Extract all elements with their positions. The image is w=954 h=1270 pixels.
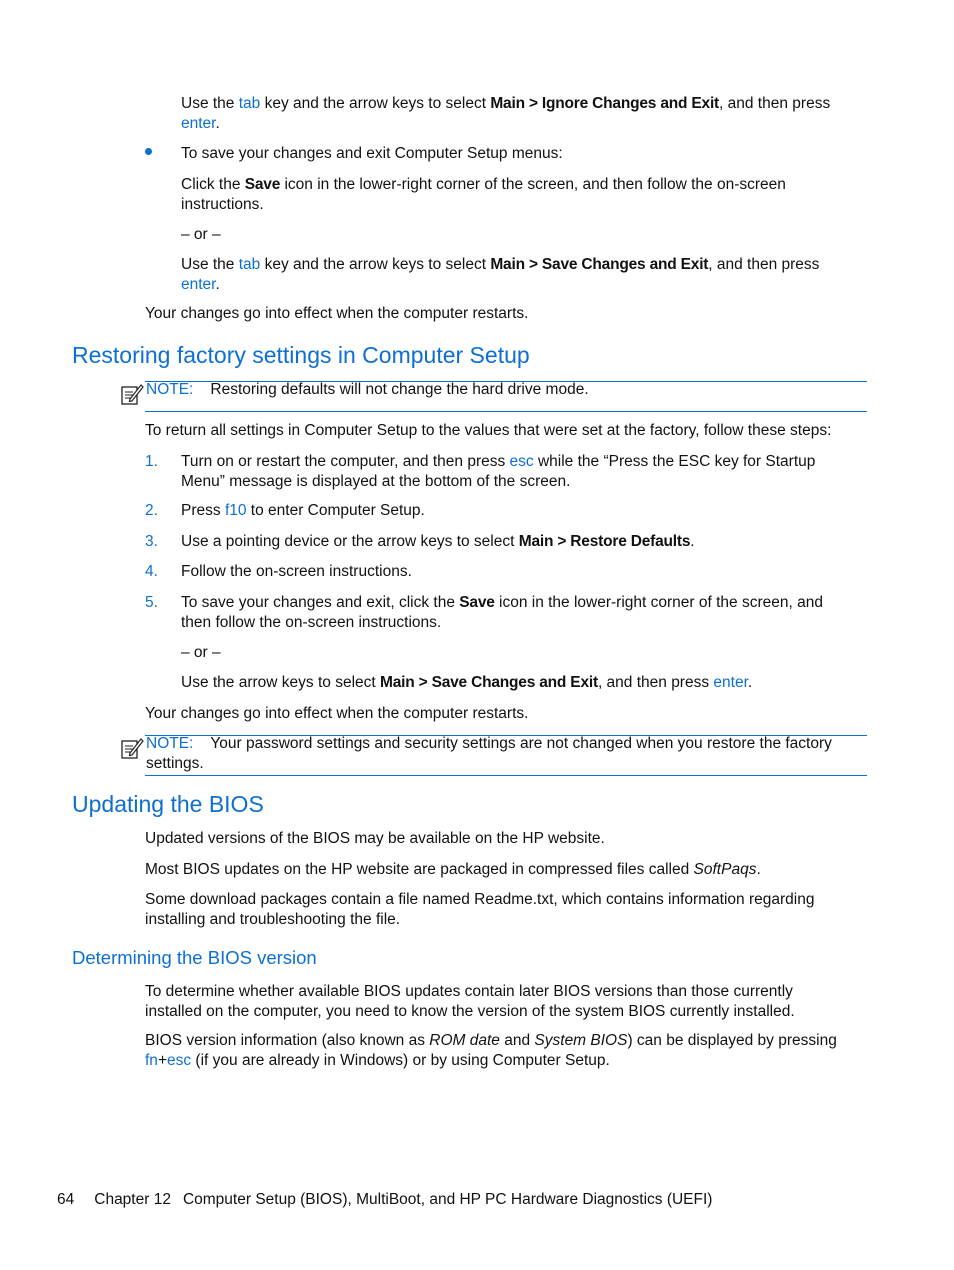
step-5-alternative: Use the arrow keys to select Main > Save Changes and Exit, and then press enter.: [181, 674, 753, 691]
heading-determining-bios-version: Determining the BIOS version: [72, 947, 317, 968]
page-footer: [57, 1190, 712, 1210]
chapter-label: Chapter 12: [94, 1191, 171, 1208]
note-password-settings: NOTE: Your password settings and security settings are not changed when you restore the factory settings.: [146, 735, 832, 772]
step-4: Follow the on-screen instructions.: [181, 563, 412, 580]
note-label: NOTE:: [146, 735, 194, 752]
note-icon: [120, 736, 144, 760]
note-bottom-rule: [145, 411, 867, 412]
bios-paragraph-1: Updated versions of the BIOS may be available on the HP website.: [145, 830, 605, 847]
version-paragraph-2: BIOS version information (also known as ROM date and System BIOS) can be displayed by pressing fn+esc (if you are already in Windows) or by using Computer Setup.: [145, 1032, 837, 1069]
note-icon: [120, 382, 144, 406]
step-number: 3.: [145, 533, 158, 550]
step-2: Press f10 to enter Computer Setup.: [181, 502, 425, 519]
ignore-changes-paragraph: Use the tab key and the arrow keys to select Main > Ignore Changes and Exit, and then press enter.: [181, 95, 831, 132]
tab-key-ref: tab: [238, 95, 261, 112]
restore-intro-paragraph: To return all settings in Computer Setup to the values that were set at the factory, follow these steps:: [145, 422, 832, 439]
step-1: Turn on or restart the computer, and then press esc while the “Press the ESC key for Startup Menu” message is displayed at the bottom of the screen.: [181, 453, 816, 490]
bullet-icon: [145, 148, 152, 155]
chapter-title: Computer Setup (BIOS), MultiBoot, and HP PC Hardware Diagnostics (UEFI): [182, 1191, 713, 1208]
or-separator: – or –: [181, 644, 221, 661]
version-paragraph-1: To determine whether available BIOS updates contain later BIOS versions than those currently installed on the computer, you need to know the version of the system BIOS currently installed.: [145, 983, 795, 1020]
note-label: NOTE:: [146, 381, 194, 398]
or-separator: – or –: [181, 226, 221, 243]
effect-paragraph: Your changes go into effect when the computer restarts.: [145, 705, 529, 722]
page-number: 64: [57, 1191, 75, 1208]
enter-key-ref: enter: [181, 114, 216, 132]
note-bottom-rule: [145, 775, 867, 776]
menu-path: Main > Ignore Changes and Exit: [490, 95, 720, 112]
heading-restoring-factory-settings: Restoring factory settings in Computer Setup: [72, 342, 530, 368]
step-number: 1.: [145, 453, 158, 470]
bios-paragraph-3: Some download packages contain a file named Readme.txt, which contains information regarding installing and troubleshooting the file.: [145, 891, 815, 928]
note-restoring-defaults: NOTE: Restoring defaults will not change the hard drive mode.: [146, 381, 589, 398]
step-number: 4.: [145, 563, 158, 580]
click-save-paragraph: Click the Save icon in the lower-right corner of the screen, and then follow the on-screen instructions.: [181, 176, 786, 213]
save-bullet-text: To save your changes and exit Computer Setup menus:: [181, 145, 563, 162]
effect-paragraph: Your changes go into effect when the computer restarts.: [145, 305, 529, 322]
step-number: 5.: [145, 594, 158, 611]
step-number: 2.: [145, 502, 158, 519]
save-changes-paragraph: Use the tab key and the arrow keys to select Main > Save Changes and Exit, and then press enter.: [181, 256, 820, 293]
heading-updating-bios: Updating the BIOS: [72, 791, 264, 817]
step-3: Use a pointing device or the arrow keys to select Main > Restore Defaults.: [181, 533, 695, 550]
step-5: To save your changes and exit, click the Save icon in the lower-right corner of the screen, and then follow the on-screen instructions.: [181, 594, 823, 631]
bios-paragraph-2: Most BIOS updates on the HP website are packaged in compressed files called SoftPaqs.: [145, 861, 761, 878]
